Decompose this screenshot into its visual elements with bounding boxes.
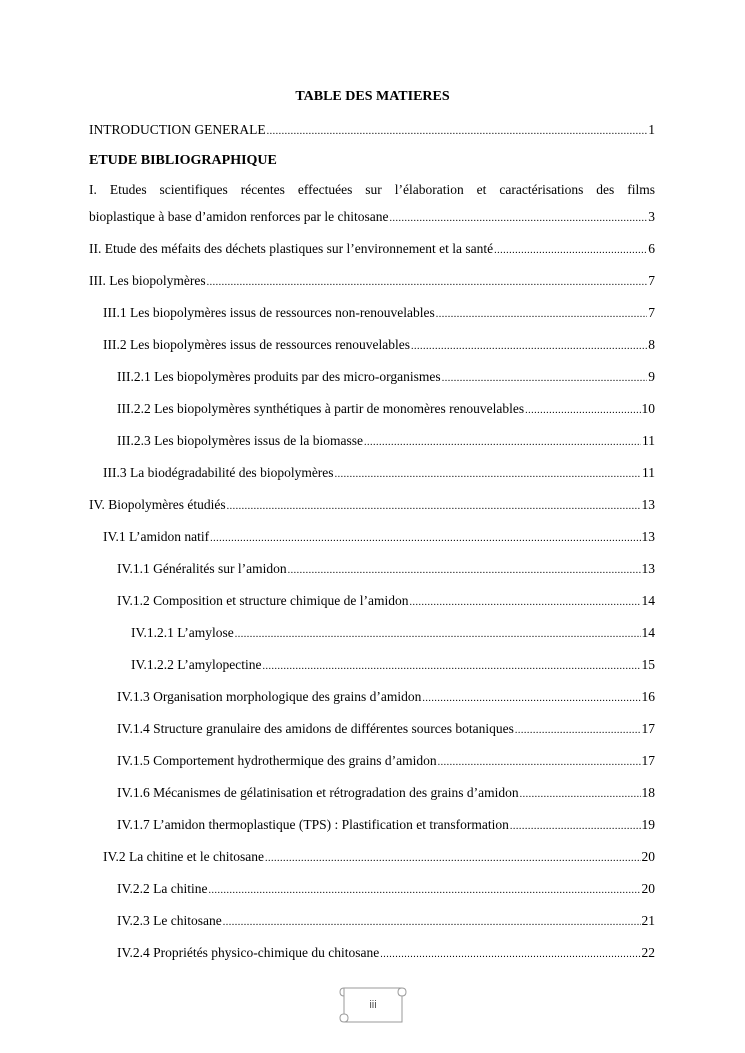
- toc-entry-page: 17: [641, 753, 655, 768]
- dot-leader: [438, 754, 641, 772]
- toc-entry-page: 13: [641, 497, 655, 512]
- toc-entry-iii-2-3[interactable]: [117, 432, 655, 452]
- page-number: iii: [369, 999, 377, 1011]
- toc-entry-iii[interactable]: [89, 272, 655, 292]
- toc-entry-label: IV.1.1 Généralités sur l’amidon: [117, 561, 287, 576]
- page-title: TABLE DES MATIERES: [295, 89, 450, 104]
- dot-leader: [494, 242, 647, 260]
- toc-entry-page: 10: [641, 401, 655, 416]
- toc-entry-iv[interactable]: [89, 496, 655, 516]
- toc-entry-iv-1-4[interactable]: [117, 720, 655, 740]
- dot-leader: [267, 123, 648, 141]
- toc-entry-page: 21: [641, 913, 655, 928]
- toc-entry-label: III.2.2 Les biopolymères synthétiques à partir de monomères renouvelables: [117, 401, 525, 416]
- toc-entry-page: 11: [642, 465, 655, 480]
- dot-leader: [436, 306, 647, 324]
- dot-leader: [223, 914, 641, 932]
- toc-entry-label: IV.1.6 Mécanismes de gélatinisation et rétrogradation des grains d’amidon: [117, 785, 519, 800]
- toc-entry-iv-2-3[interactable]: [117, 912, 655, 932]
- toc-entry-page: 13: [641, 529, 655, 544]
- toc-entry-iv-2-4[interactable]: [117, 944, 655, 964]
- toc-entry-page: 15: [641, 657, 655, 672]
- dot-leader: [335, 466, 641, 484]
- toc-entry-page: 19: [641, 817, 655, 832]
- toc-entry-label: IV.1.3 Organisation morphologique des grains d’amidon: [117, 689, 422, 704]
- dot-leader: [235, 626, 641, 644]
- toc-entry-label: IV.1.5 Comportement hydrothermique des grains d’amidon: [117, 753, 437, 768]
- dot-leader: [510, 818, 641, 836]
- toc-entry-page: 7: [648, 305, 655, 320]
- toc-entry-label: bioplastique à base d’amidon renforces par le chitosane: [89, 209, 389, 224]
- toc-entry-iv-1-2-2[interactable]: [131, 656, 655, 676]
- toc-entry-iv-1-6[interactable]: [117, 784, 655, 804]
- dot-leader: [515, 722, 641, 740]
- toc-entry-page: 20: [641, 849, 655, 864]
- toc-entry-label: IV. Biopolymères étudiés: [89, 497, 226, 512]
- toc-entry-page: 13: [641, 561, 655, 576]
- toc-entry-page: 16: [641, 689, 655, 704]
- dot-leader: [409, 594, 640, 612]
- dot-leader: [364, 434, 641, 452]
- section-heading-bibliography: ETUDE BIBLIOGRAPHIQUE: [89, 153, 277, 168]
- toc-entry-label: III.2.3 Les biopolymères issus de la biomasse: [117, 433, 363, 448]
- dot-leader: [380, 946, 640, 964]
- toc-entry-label: II. Etude des méfaits des déchets plastiques sur l’environnement et la santé: [89, 241, 494, 256]
- toc-entry-introduction[interactable]: [89, 121, 655, 141]
- toc-entry-label: IV.1.7 L’amidon thermoplastique (TPS) : Plastification et transformation: [117, 817, 509, 832]
- dot-leader: [262, 658, 640, 676]
- toc-entry-page: 14: [641, 593, 655, 608]
- toc-entry-label: III.1 Les biopolymères issus de ressources non-renouvelables: [103, 305, 435, 320]
- toc-entry-page: 8: [648, 337, 655, 352]
- toc-entry-label: IV.1.2 Composition et structure chimique de l’amidon: [117, 593, 409, 608]
- toc-entry-label: IV.2.3 Le chitosane: [117, 913, 222, 928]
- toc-entry-label: III.3 La biodégradabilité des biopolymères: [103, 465, 334, 480]
- toc-entry-page: 1: [648, 122, 655, 137]
- toc-entry-iii-2-2[interactable]: [117, 400, 655, 420]
- toc-entry-page: 9: [648, 369, 655, 384]
- toc-entry-page: 20: [641, 881, 655, 896]
- toc-entry-label: IV.2.4 Propriétés physico-chimique du chitosane: [117, 945, 380, 960]
- toc-entry-page: 22: [641, 945, 655, 960]
- toc-entry-iii-1[interactable]: [103, 304, 655, 324]
- toc-entry-page: 14: [641, 625, 655, 640]
- toc-entry-label: IV.1 L’amidon natif: [103, 529, 210, 544]
- toc-entry-i[interactable]: [89, 208, 655, 228]
- toc-entry-page: 17: [641, 721, 655, 736]
- toc-entry-iv-1[interactable]: [103, 528, 655, 548]
- dot-leader: [227, 498, 641, 516]
- toc-entry-iv-1-2[interactable]: [117, 592, 655, 612]
- toc-entry-label: INTRODUCTION GENERALE: [89, 122, 266, 137]
- toc-entry-label: IV.1.2.2 L’amylopectine: [131, 657, 262, 672]
- dot-leader: [207, 274, 648, 292]
- toc-entry-iii-3[interactable]: [103, 464, 655, 484]
- toc-entry-label: IV.2.2 La chitine: [117, 881, 208, 896]
- dot-leader: [442, 370, 648, 388]
- toc-entry-iv-1-7[interactable]: [117, 816, 655, 836]
- dot-leader: [520, 786, 641, 804]
- toc-entry-page: 11: [642, 433, 655, 448]
- toc-entry-iv-1-2-1[interactable]: [131, 624, 655, 644]
- toc-entry-label: IV.1.4 Structure granulaire des amidons de différentes sources botaniques: [117, 721, 514, 736]
- dot-leader: [288, 562, 641, 580]
- toc-entry-ii[interactable]: [89, 240, 655, 260]
- dot-leader: [208, 882, 640, 900]
- toc-entry-label: IV.2 La chitine et le chitosane: [103, 849, 264, 864]
- toc-entry-i-line1[interactable]: I. Etudes scientifiques récentes effectuées sur l’élaboration et caractérisations des films: [89, 182, 655, 197]
- toc-entry-iv-1-1[interactable]: [117, 560, 655, 580]
- toc-entry-iv-2-2[interactable]: [117, 880, 655, 900]
- toc-entry-label: III.2 Les biopolymères issus de ressources renouvelables: [103, 337, 411, 352]
- toc-entry-label: III.2.1 Les biopolymères produits par des micro-organismes: [117, 369, 441, 384]
- toc-entry-page: 7: [648, 273, 655, 288]
- toc-entry-page: 6: [648, 241, 655, 256]
- dot-leader: [390, 210, 648, 228]
- toc-entry-iv-2[interactable]: [103, 848, 655, 868]
- toc-entry-iv-1-5[interactable]: [117, 752, 655, 772]
- toc-entry-iii-2[interactable]: [103, 336, 655, 356]
- toc-entry-iv-1-3[interactable]: [117, 688, 655, 708]
- toc-entry-iii-2-1[interactable]: [117, 368, 655, 388]
- toc-entry-label: III. Les biopolymères: [89, 273, 206, 288]
- dot-leader: [411, 338, 647, 356]
- dot-leader: [422, 690, 640, 708]
- toc-entry-page: 3: [648, 209, 655, 224]
- toc-entry-page: 18: [641, 785, 655, 800]
- dot-leader: [265, 850, 641, 868]
- dot-leader: [210, 530, 640, 548]
- dot-leader: [525, 402, 640, 420]
- toc-entry-label: IV.1.2.1 L’amylose: [131, 625, 234, 640]
